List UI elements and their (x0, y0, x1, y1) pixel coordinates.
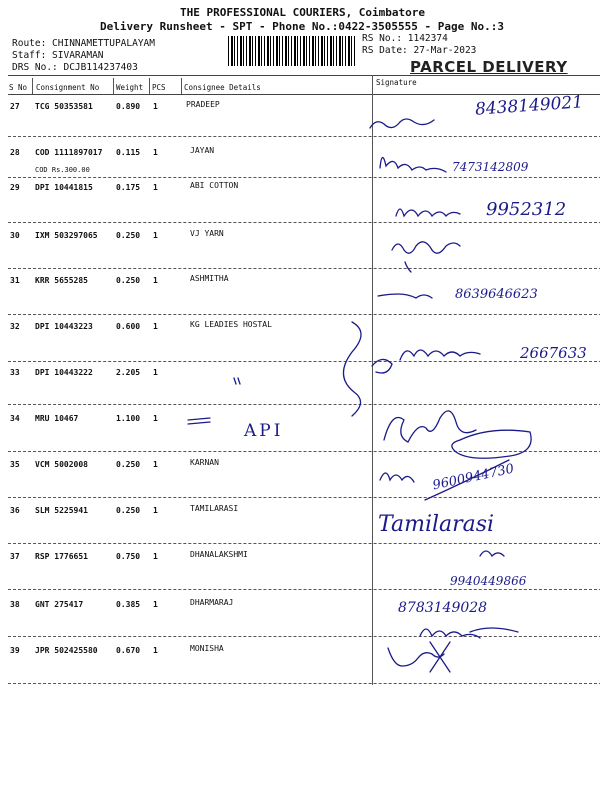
row-sno: 39 (10, 646, 20, 655)
signature-stroke (343, 322, 361, 416)
row-consignee: JAYAN (190, 146, 215, 155)
col-header-weight: Weight (116, 83, 144, 92)
row-divider (8, 589, 600, 590)
row-pcs: 1 (153, 646, 158, 655)
row-divider (8, 683, 600, 684)
row-divider (8, 314, 600, 315)
row-consignee: KG LEADIES HOSTAL (190, 320, 272, 329)
signature-stroke (378, 294, 432, 298)
drs-label: DRS No.: DCJB114237403 (12, 62, 138, 73)
row-weight: 0.670 (116, 646, 141, 655)
row-weight: 2.205 (116, 368, 141, 377)
row-consignment: RSP 1776651 (35, 552, 88, 561)
row-weight: 0.890 (116, 102, 141, 111)
row-divider (8, 543, 600, 544)
row-weight: 0.250 (116, 460, 141, 469)
row-sno: 31 (10, 276, 20, 285)
signature-stroke (396, 209, 460, 216)
row-pcs: 1 (153, 276, 158, 285)
row-sno: 28 (10, 148, 20, 157)
signature-text: API (244, 421, 284, 441)
signature-stroke (480, 551, 504, 556)
signature-stroke (188, 418, 210, 424)
header-rule-bottom (8, 94, 600, 95)
signature-phone: 7473142809 (452, 160, 529, 174)
row-pcs: 1 (153, 148, 158, 157)
row-sno: 29 (10, 183, 20, 192)
row-sno: 34 (10, 414, 20, 423)
signature-stroke (370, 119, 434, 128)
row-weight: 0.250 (116, 231, 141, 240)
row-sno: 27 (10, 102, 20, 111)
row-divider (8, 222, 600, 223)
row-consignee: MONISHA (190, 644, 224, 653)
row-weight: 0.250 (116, 276, 141, 285)
row-divider (8, 497, 600, 498)
row-sno: 36 (10, 506, 20, 515)
signature-phone: 8783149028 (398, 600, 488, 616)
row-consignee: PRADEEP (186, 100, 220, 109)
col-header-signature: Signature (376, 78, 417, 87)
company-name: THE PROFESSIONAL COURIERS, Coimbatore (180, 6, 426, 19)
col-sep (149, 78, 150, 94)
row-pcs: 1 (153, 506, 158, 515)
signature-name: Tamilarasi (378, 512, 495, 537)
row-pcs: 1 (153, 460, 158, 469)
row-consignment: SLM 5225941 (35, 506, 88, 515)
col-header-consignee: Consignee Details (184, 83, 261, 92)
route-label: Route: CHINNAMETTUPALAYAM (12, 38, 155, 49)
signature-column-line (372, 75, 373, 685)
signature-stroke (400, 350, 480, 360)
row-consignee: VJ YARN (190, 229, 224, 238)
row-consignee: ABI COTTON (190, 181, 239, 190)
row-consignment: COD 1111897017 (35, 148, 103, 157)
row-consignee: DHANALAKSHMI (190, 550, 248, 559)
row-divider (8, 136, 600, 137)
row-consignment: GNT 275417 (35, 600, 84, 609)
row-consignee: ASHMITHA (190, 274, 229, 283)
row-divider (8, 177, 600, 178)
signature-stroke (234, 378, 240, 384)
signature-stroke (392, 242, 460, 253)
signature-phone: 8639646623 (455, 287, 538, 302)
row-sno: 35 (10, 460, 20, 469)
row-consignment: VCM 5002008 (35, 460, 88, 469)
signature-stroke (405, 262, 411, 272)
row-weight: 0.115 (116, 148, 141, 157)
row-consignment: DPI 10443222 (35, 368, 93, 377)
row-sno: 37 (10, 552, 20, 561)
row-consignment: KRR 5655285 (35, 276, 88, 285)
runsheet-title: Delivery Runsheet - SPT - Phone No.:0422-3505555 - Page No.:3 (100, 20, 504, 33)
header-rule-top (8, 75, 600, 76)
row-weight: 0.175 (116, 183, 141, 192)
col-header-pcs: PCS (152, 83, 166, 92)
row-consignment: DPI 10441815 (35, 183, 93, 192)
row-consignment: DPI 10443223 (35, 322, 93, 331)
signature-phone: 9940449866 (450, 574, 527, 588)
row-pcs: 1 (153, 183, 158, 192)
row-pcs: 1 (153, 231, 158, 240)
row-sno: 30 (10, 231, 20, 240)
row-pcs: 1 (153, 552, 158, 561)
signature-stroke (388, 648, 444, 666)
row-sno: 33 (10, 368, 20, 377)
row-pcs: 1 (153, 102, 158, 111)
row-pcs: 1 (153, 322, 158, 331)
row-sno: 32 (10, 322, 20, 331)
signature-phone: 2667633 (520, 344, 587, 362)
row-weight: 0.250 (116, 506, 141, 515)
rs-number: RS No.: 1142374 (362, 33, 448, 44)
barcode (228, 36, 356, 66)
signature-phone: 8438149021 (474, 92, 584, 120)
signature-phone: 9600944730 (431, 461, 516, 494)
row-consignee: TAMILARASI (190, 504, 239, 513)
row-pcs: 1 (153, 600, 158, 609)
signature-stroke (380, 157, 446, 172)
signature-phone: 9952312 (486, 199, 567, 220)
staff-label: Staff: SIVARAMAN (12, 50, 104, 61)
signature-stroke (452, 430, 531, 458)
row-consignee: KARNAN (190, 458, 219, 467)
signature-stroke (470, 628, 518, 632)
row-cod-amount: COD Rs.300.00 (35, 166, 90, 174)
rs-date: RS Date: 27-Mar-2023 (362, 45, 477, 56)
col-sep (32, 78, 33, 94)
row-divider (8, 404, 600, 405)
signature-stroke (380, 473, 414, 482)
col-header-consignment: Consignment No (36, 83, 100, 92)
row-divider (8, 636, 600, 637)
row-sno: 38 (10, 600, 20, 609)
row-weight: 0.750 (116, 552, 141, 561)
col-header-sno: S No (9, 83, 28, 92)
row-pcs: 1 (153, 414, 158, 423)
col-sep (113, 78, 114, 94)
signature-stroke (430, 642, 450, 672)
row-divider (8, 451, 600, 452)
row-divider (8, 361, 600, 362)
row-consignment: IXM 503297065 (35, 231, 98, 240)
row-consignee: DHARMARAJ (190, 598, 234, 607)
row-consignment: TCG 50353581 (35, 102, 93, 111)
row-weight: 0.600 (116, 322, 141, 331)
row-consignment: MRU 10467 (35, 414, 79, 423)
col-sep (181, 78, 182, 94)
row-pcs: 1 (153, 368, 158, 377)
row-consignment: JPR 502425580 (35, 646, 98, 655)
row-divider (8, 268, 600, 269)
row-weight: 1.100 (116, 414, 141, 423)
parcel-delivery-stamp: PARCEL DELIVERY (410, 58, 568, 76)
signature-stroke (384, 411, 476, 442)
row-weight: 0.385 (116, 600, 141, 609)
